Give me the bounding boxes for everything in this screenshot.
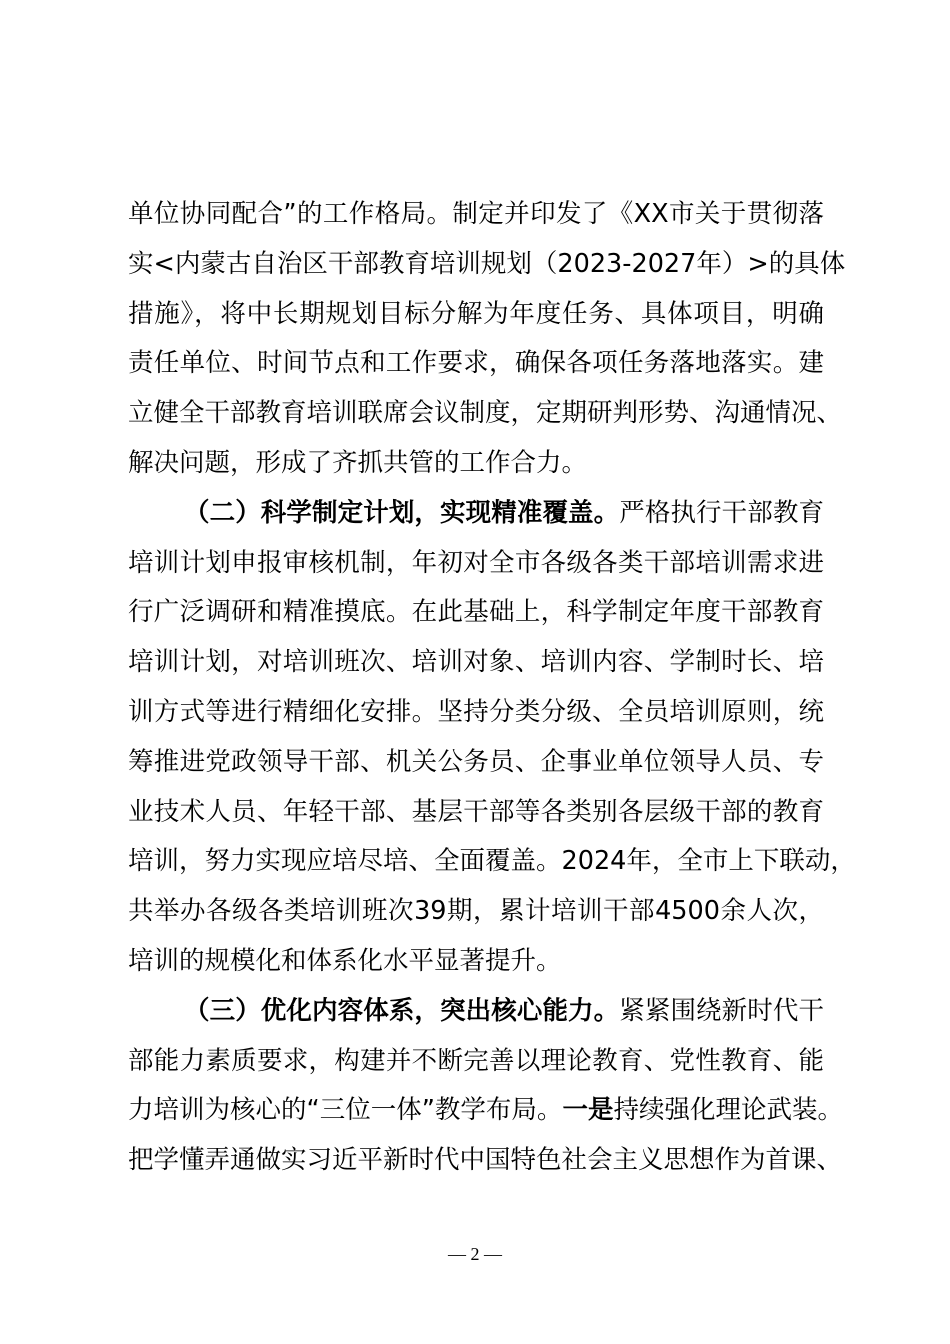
body-text: 部能力素质要求，构建并不断完善以理论教育、党性教育、能	[128, 1045, 824, 1076]
text-line	[128, 194, 824, 244]
body-text: 培训，努力实现应培尽培、全面覆盖。2024年，全市上下联动，	[128, 846, 856, 877]
text-line	[128, 543, 824, 593]
body-text: 共举办各级各类培训班次39期，累计培训干部4500余人次，	[128, 896, 824, 927]
body-text: 筹推进党政领导干部、机关公务员、企事业单位领导人员、专	[128, 746, 824, 777]
text-line	[128, 493, 824, 543]
bold-heading-text: （三）优化内容体系，突出核心能力。	[184, 995, 620, 1026]
body-text: 把学懂弄通做实习近平新时代中国特色社会主义思想作为首课、	[128, 1145, 843, 1176]
body-text: 力培训为核心的“三位一体”教学布局。	[128, 1095, 563, 1126]
text-line	[128, 1090, 843, 1140]
text-line	[128, 1140, 843, 1190]
body-text: 严格执行干部教育	[619, 497, 824, 528]
text-line	[128, 742, 824, 792]
page-number: — 2 —	[448, 1244, 502, 1264]
body-text: 解决问题，形成了齐抓共管的工作合力。	[128, 447, 588, 478]
text-line	[128, 1041, 824, 1091]
body-text: 行广泛调研和精准摸底。在此基础上，科学制定年度干部教育	[128, 597, 824, 628]
text-line	[128, 244, 846, 294]
bold-heading-text: （二）科学制定计划，实现精准覆盖。	[184, 497, 620, 528]
document-body	[128, 194, 856, 1190]
body-text: 单位协同配合”的工作格局。制定并印发了《XX市关于贯彻落	[128, 199, 824, 229]
text-line	[128, 343, 824, 393]
text-line	[128, 642, 824, 692]
text-line	[128, 941, 824, 991]
bold-heading-text: 一是	[562, 1095, 614, 1126]
paragraph	[128, 493, 856, 991]
text-line	[128, 393, 843, 443]
body-text: 紧紧围绕新时代干	[619, 995, 824, 1026]
body-text: 立健全干部教育培训联席会议制度，定期研判形势、沟通情况、	[128, 398, 843, 429]
body-text: 培训计划申报审核机制，年初对全市各级各类干部培训需求进	[128, 547, 824, 578]
body-text: 责任单位、时间节点和工作要求，确保各项任务落地落实。建	[128, 348, 824, 379]
text-line	[128, 692, 824, 742]
text-line	[128, 294, 824, 344]
text-line	[128, 841, 856, 891]
text-line	[128, 891, 824, 941]
body-text: 实<内蒙古自治区干部教育培训规划（2023-2027年）>的具体	[128, 248, 846, 279]
body-text: 持续强化理论武装。	[613, 1095, 843, 1126]
text-line	[128, 443, 824, 493]
text-line	[128, 592, 824, 642]
paragraph	[128, 194, 846, 493]
body-text: 培训的规模化和体系化水平显著提升。	[128, 945, 562, 976]
text-line	[128, 792, 824, 842]
text-line	[128, 991, 824, 1041]
body-text: 业技术人员、年轻干部、基层干部等各类别各层级干部的教育	[128, 796, 824, 827]
body-text: 训方式等进行精细化安排。坚持分类分级、全员培训原则，统	[128, 696, 824, 727]
body-text: 培训计划，对培训班次、培训对象、培训内容、学制时长、培	[128, 647, 824, 678]
body-text: 措施》，将中长期规划目标分解为年度任务、具体项目，明确	[128, 298, 824, 329]
paragraph	[128, 991, 843, 1190]
